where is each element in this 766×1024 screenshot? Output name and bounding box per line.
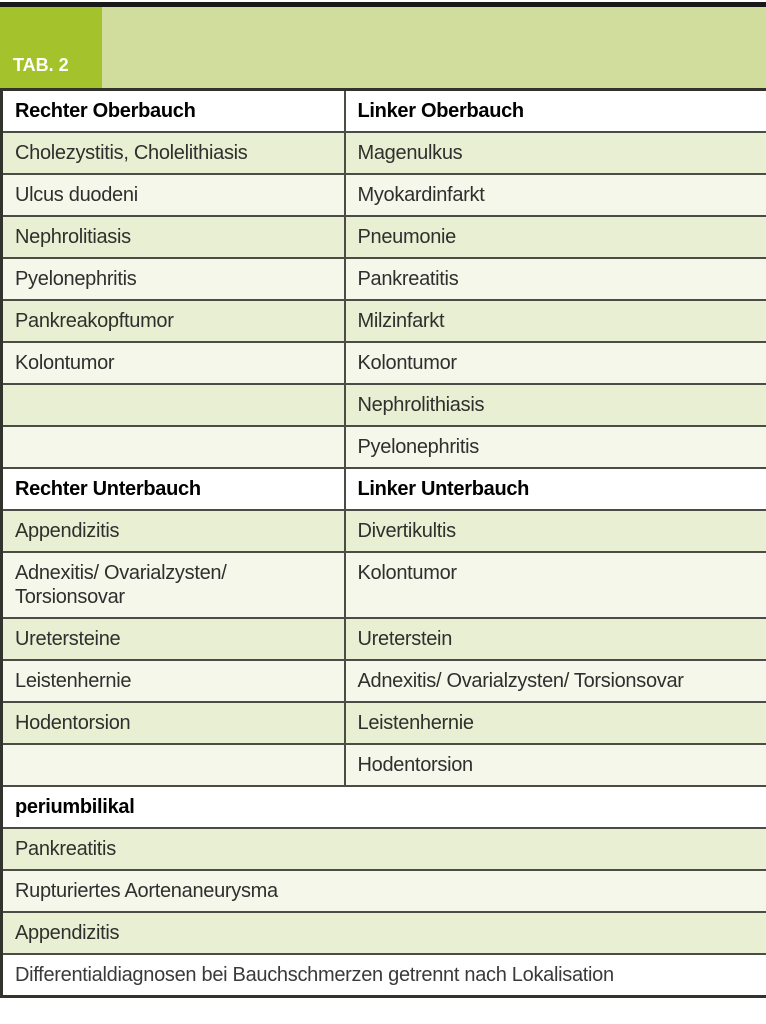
cell-left: Ulcus duodeni	[2, 174, 345, 216]
table-row	[2, 828, 766, 870]
column-header-linker-oberbauch: Linker Oberbauch	[345, 90, 766, 133]
table-row	[2, 216, 766, 258]
table-caption: Differentialdiagnosen bei Bauchschmerzen getrennt nach Lokalisation	[2, 954, 766, 997]
cell-right: Hodentorsion	[345, 744, 766, 786]
cell-left: Hodentorsion	[2, 702, 345, 744]
cell-left: Pyelonephritis	[2, 258, 345, 300]
cell-right: Pankreatitis	[345, 258, 766, 300]
table-number-tab	[0, 7, 102, 88]
cell-right: Kolontumor	[345, 552, 766, 618]
section-header-periumbilikal: periumbilikal	[2, 786, 766, 828]
cell-left: Appendizitis	[2, 510, 345, 552]
cell-left-empty	[2, 384, 345, 426]
cell-left: Pankreakopftumor	[2, 300, 345, 342]
section-header-row	[2, 468, 766, 510]
table-row	[2, 342, 766, 384]
table-row	[2, 912, 766, 954]
table-row	[2, 300, 766, 342]
table-row	[2, 618, 766, 660]
cell-right: Magenulkus	[345, 132, 766, 174]
table-number-label: TAB. 2	[13, 55, 69, 75]
column-header-rechter-oberbauch: Rechter Oberbauch	[2, 90, 345, 133]
cell-right: Divertikultis	[345, 510, 766, 552]
cell-right: Myokardinfarkt	[345, 174, 766, 216]
table-row	[2, 552, 766, 618]
table-row	[2, 702, 766, 744]
cell-right: Milzinfarkt	[345, 300, 766, 342]
cell-right: Pyelonephritis	[345, 426, 766, 468]
section-header-row	[2, 90, 766, 133]
cell-left-empty	[2, 744, 345, 786]
caption-row	[2, 954, 766, 997]
table-row	[2, 132, 766, 174]
cell-full: Appendizitis	[2, 912, 766, 954]
table-row	[2, 426, 766, 468]
table-row	[2, 660, 766, 702]
column-header-rechter-unterbauch: Rechter Unterbauch	[2, 468, 345, 510]
cell-right: Leistenhernie	[345, 702, 766, 744]
cell-full: Rupturiertes Aortenaneurysma	[2, 870, 766, 912]
table-row	[2, 384, 766, 426]
section-header-row	[2, 786, 766, 828]
cell-right: Nephrolithiasis	[345, 384, 766, 426]
table-row	[2, 510, 766, 552]
cell-full: Pankreatitis	[2, 828, 766, 870]
cell-left: Nephrolitiasis	[2, 216, 345, 258]
column-header-linker-unterbauch: Linker Unterbauch	[345, 468, 766, 510]
differential-diagnosis-table	[0, 88, 766, 998]
table-row	[2, 174, 766, 216]
cell-left: Kolontumor	[2, 342, 345, 384]
cell-left: Cholezystitis, Cholelithiasis	[2, 132, 345, 174]
cell-right: Pneumonie	[345, 216, 766, 258]
table-row	[2, 870, 766, 912]
table-row	[2, 258, 766, 300]
table-row	[2, 744, 766, 786]
cell-right: Adnexitis/ Ovarialzysten/ Torsionsovar	[345, 660, 766, 702]
cell-right: Kolontumor	[345, 342, 766, 384]
table-title-band	[0, 7, 766, 88]
cell-left: Leistenhernie	[2, 660, 345, 702]
cell-left-empty	[2, 426, 345, 468]
cell-left: Uretersteine	[2, 618, 345, 660]
cell-left: Adnexitis/ Ovarialzysten/ Torsionsovar	[2, 552, 345, 618]
cell-right: Ureterstein	[345, 618, 766, 660]
